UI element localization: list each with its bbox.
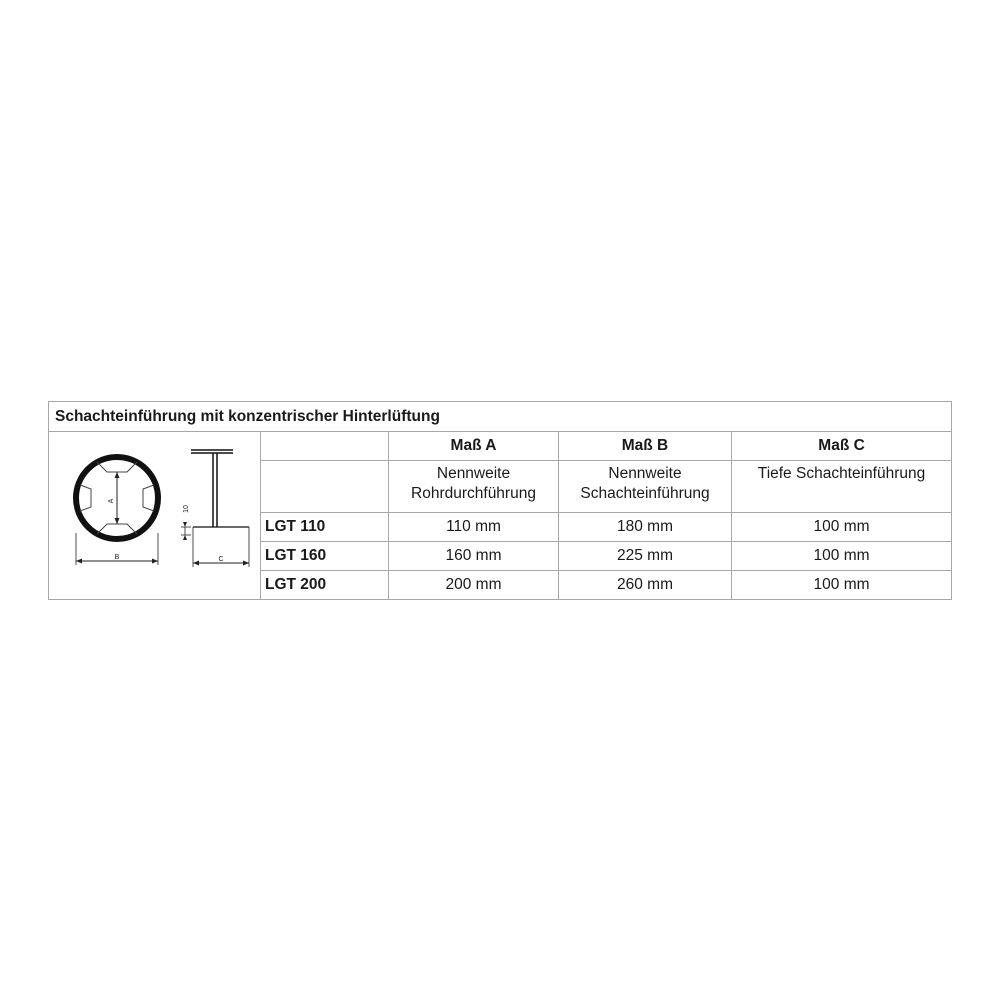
description-c-line-1: Tiefe Schachteinführung [757,465,926,482]
row-label-lgt-160: LGT 160 [261,542,389,571]
value-a: 200 mm [389,571,559,600]
dimension-c-arrow-left [193,560,199,565]
label-10: 10 [183,504,190,513]
table-title: Schachteinführung mit konzentrischer Hinterlüftung [49,402,952,432]
label-b: B [114,553,120,561]
dimension-b-arrow-left [76,558,82,563]
row-label-lgt-200: LGT 200 [261,571,389,600]
column-header-a: Maß A [389,432,559,461]
value-b: 260 mm [559,571,732,600]
value-b: 225 mm [559,542,732,571]
value-c: 100 mm [732,542,952,571]
description-b-line-1: Nennweite [608,465,682,482]
dimension-b-arrow-right [152,558,158,563]
inner-segment-bottom [97,524,137,534]
corner-cell-description [261,461,389,513]
dimension-figure [49,432,261,600]
inner-segment-top [97,462,137,472]
value-a: 110 mm [389,513,559,542]
inner-segment-left [80,485,91,511]
description-b-line-2: Schachteinführung [580,485,710,502]
column-description-a [389,461,559,513]
column-header-b: Maß B [559,432,732,461]
value-b: 180 mm [559,513,732,542]
column-description-b [559,461,732,513]
dimension-10-arrow-bottom [183,535,187,540]
header-row [49,432,952,461]
spec-table [48,401,952,600]
value-c: 100 mm [732,513,952,542]
description-a-line-2: Rohrdurchführung [411,485,536,502]
description-a-line-1: Nennweite [436,465,511,482]
dimension-a-arrow-bottom [115,518,120,524]
value-c: 100 mm [732,571,952,600]
inner-segment-right [143,485,154,511]
value-a: 160 mm [389,542,559,571]
column-description-c [732,461,952,513]
dimension-c-arrow-right [243,560,249,565]
column-header-c: Maß C [732,432,952,461]
dimension-10-arrow-top [183,522,187,527]
dimension-drawing [49,433,261,599]
dimension-a-arrow-top [115,472,120,478]
label-a: A [108,498,115,503]
title-row [49,402,952,432]
corner-cell [261,432,389,461]
row-label-lgt-110: LGT 110 [261,513,389,542]
label-c: C [218,555,224,563]
